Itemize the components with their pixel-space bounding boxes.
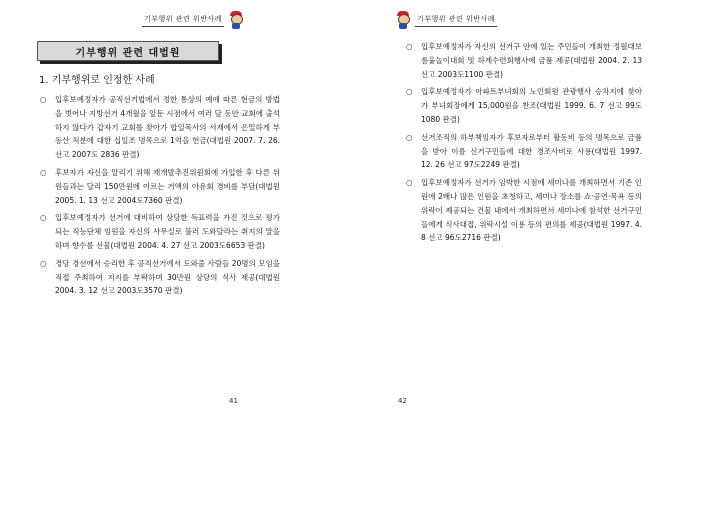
running-header-title: 기부행위 관련 위반사례 xyxy=(142,14,224,27)
list-item xyxy=(40,93,280,162)
bullet-circle-icon: ○ xyxy=(406,87,413,97)
list-item xyxy=(406,131,642,172)
bullet-circle-icon: ○ xyxy=(40,167,47,177)
mascot-icon xyxy=(228,11,244,29)
section-title: 기부행위 관련 대법원 xyxy=(75,47,181,59)
list-item xyxy=(406,176,642,245)
case-text: 후보자가 자신을 알리기 위해 재개발추진위원회에 가입한 후 다른 위원들과는 달리 150만원에 이르는 거액의 아유회 경비를 부담(대법원 2005. 1. 13 선고 2004도7360 판결) xyxy=(55,167,280,205)
bullet-circle-icon: ○ xyxy=(406,132,413,142)
case-text: 입후보예정자가 선거에 대비하여 상당한 득표력을 가진 것으로 평가되는 직능단체 임원을 자신의 사무실로 불러 도와달라는 취지의 말을 하며 향수를 선물(대법원 2004. 4. 27 선고 2003도6653 판결) xyxy=(55,213,280,250)
case-text: 경당 경선에서 승리한 후 공직선거에서 도와줄 사람들 20명의 모임을 직접 주최하여 지지를 부탁하며 30만원 상당의 식사 제공(대법원 2004. 3. 12 선고 2003도3570 판결) xyxy=(55,258,280,296)
list-item xyxy=(40,211,280,252)
sub-heading: 1. 기부행위로 인정한 사례 xyxy=(39,75,155,86)
case-text: 입후보예정자가 선거가 임박한 시점에 세미나를 개최하면서 기존 인원에 2배나 많은 인원을 초청하고, 세미나 장소를 쇼·공연·목욕 등의 위락이 제공되는 건물 내에서 개최하면서 세미나에 참석한 선거구민들에게 식사대접, 위락시설 이용 등의 편의를 제공(대법원 1997. 4. 8 선고 96도2716 판결) xyxy=(421,178,642,243)
list-item xyxy=(40,166,280,207)
case-text: 선거조직의 하부책임자가 후보자로부터 활동비 등의 명목으로 금품을 받아 이를 선거구민들에 대한 경조사비로 사용(대법원 1997. 12. 26 선고 97도2249 판결) xyxy=(421,132,642,170)
list-item xyxy=(40,257,280,298)
case-text: 입후보예정자가 아파트부녀회의 노인회원 관광행사 승차지에 찾아가 부녀회장에게 15,000원을 찬조(대법원 1999. 6. 7 선고 99도1080 판결) xyxy=(421,87,642,124)
list-item xyxy=(406,85,642,126)
list-item xyxy=(406,40,642,81)
running-header-title: 기부행위 관련 위반사례 xyxy=(415,14,497,27)
page-number: 41 xyxy=(229,397,238,405)
page-number: 42 xyxy=(398,397,407,405)
case-text: 입후보예정자가 공직선거법에서 정한 통상의 예에 따른 현금의 방법을 벗어나 지방선거 4개월을 앞둔 시점에서 여러 달 동안 교회에 출석하지 않다가 갑자기 교회를 찾아가 합일목사의 서재에서 은밀하게 부동산 처분에 대한 십일조 명목으로 1억을 헌금(대법원 2007. 7. 26. 선고 2007도 2836 판결) xyxy=(55,95,280,160)
right-page xyxy=(360,0,720,509)
bullet-circle-icon: ○ xyxy=(406,42,413,51)
bullet-circle-icon: ○ xyxy=(40,95,47,104)
bullet-circle-icon: ○ xyxy=(406,178,413,188)
running-header xyxy=(142,11,244,29)
bullet-circle-icon: ○ xyxy=(40,258,47,268)
case-list xyxy=(406,40,642,249)
running-header xyxy=(395,11,497,29)
case-list xyxy=(40,93,280,302)
case-text: 입후보예정자가 자신의 선거구 안에 있는 주민들이 개최한 정월대보름윷놀이대회 및 하계수련회행사에 금품 제공(대법원 2004. 2. 13 선고 2003도1100 판결) xyxy=(421,42,642,79)
bullet-circle-icon: ○ xyxy=(40,213,47,223)
mascot-icon xyxy=(395,11,411,29)
section-title-box xyxy=(37,41,219,61)
